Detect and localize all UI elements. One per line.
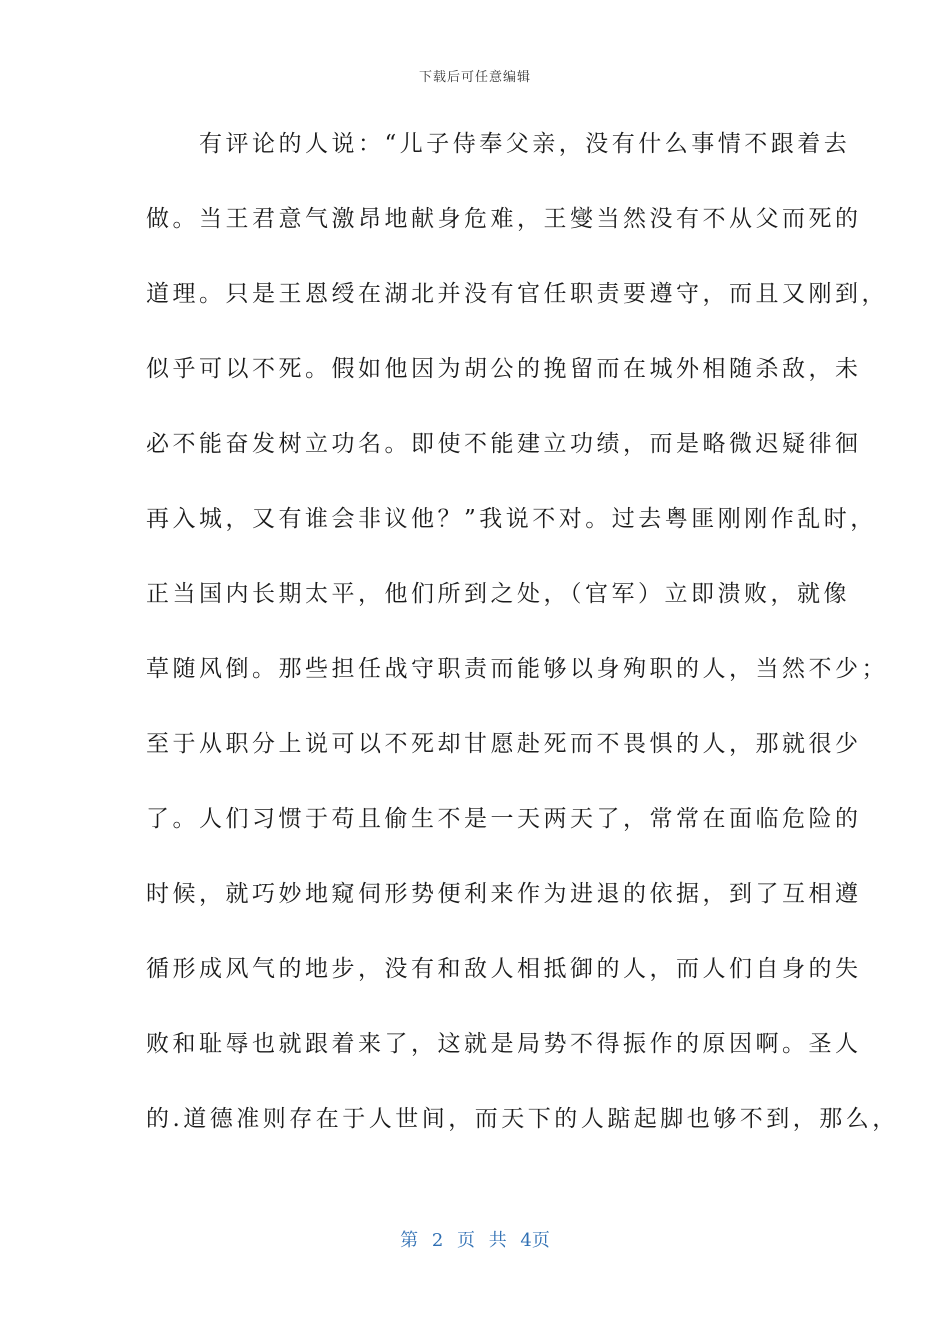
- text-line: 道理。只是王恩绶在湖北并没有官任职责要遵守，而且又刚到，: [146, 281, 888, 307]
- text-line: 至于从职分上说可以不死却甘愿赴死而不畏惧的人，那就很少: [146, 731, 862, 757]
- text-line: 时候，就巧妙地窥伺形势便利来作为进退的依据，到了互相遵: [146, 881, 862, 907]
- text-line: 必不能奋发树立功名。即使不能建立功绩，而是略微迟疑徘徊: [146, 431, 862, 457]
- page-header-note: 下载后可任意编辑: [418, 70, 531, 85]
- text-line: 再入城，又有谁会非议他？”我说不对。过去粤匪刚刚作乱时，: [146, 506, 877, 532]
- text-line: 的.道德准则存在于人世间，而天下的人踮起脚也够不到，那么，: [146, 1106, 899, 1132]
- page-number-footer: 第 2 页 共 4页: [400, 1230, 550, 1251]
- text-line: 有评论的人说：“儿子侍奉父亲，没有什么事情不跟着去: [146, 131, 851, 157]
- text-line: 做。当王君意气激昂地献身危难，王燮当然没有不从父而死的: [146, 206, 862, 232]
- text-line: 败和耻辱也就跟着来了，这就是局势不得振作的原因啊。圣人: [146, 1031, 862, 1057]
- text-line: 似乎可以不死。假如他因为胡公的挽留而在城外相随杀敌，未: [146, 356, 862, 382]
- text-line: 了。人们习惯于苟且偷生不是一天两天了，常常在面临危险的: [146, 806, 862, 832]
- text-line: 循形成风气的地步，没有和敌人相抵御的人，而人们自身的失: [146, 956, 862, 982]
- document-body: [146, 118, 899, 1168]
- text-line: 草随风倒。那些担任战守职责而能够以身殉职的人，当然不少；: [146, 656, 888, 682]
- text-line: 正当国内长期太平，他们所到之处，（官军）立即溃败，就像: [146, 581, 850, 607]
